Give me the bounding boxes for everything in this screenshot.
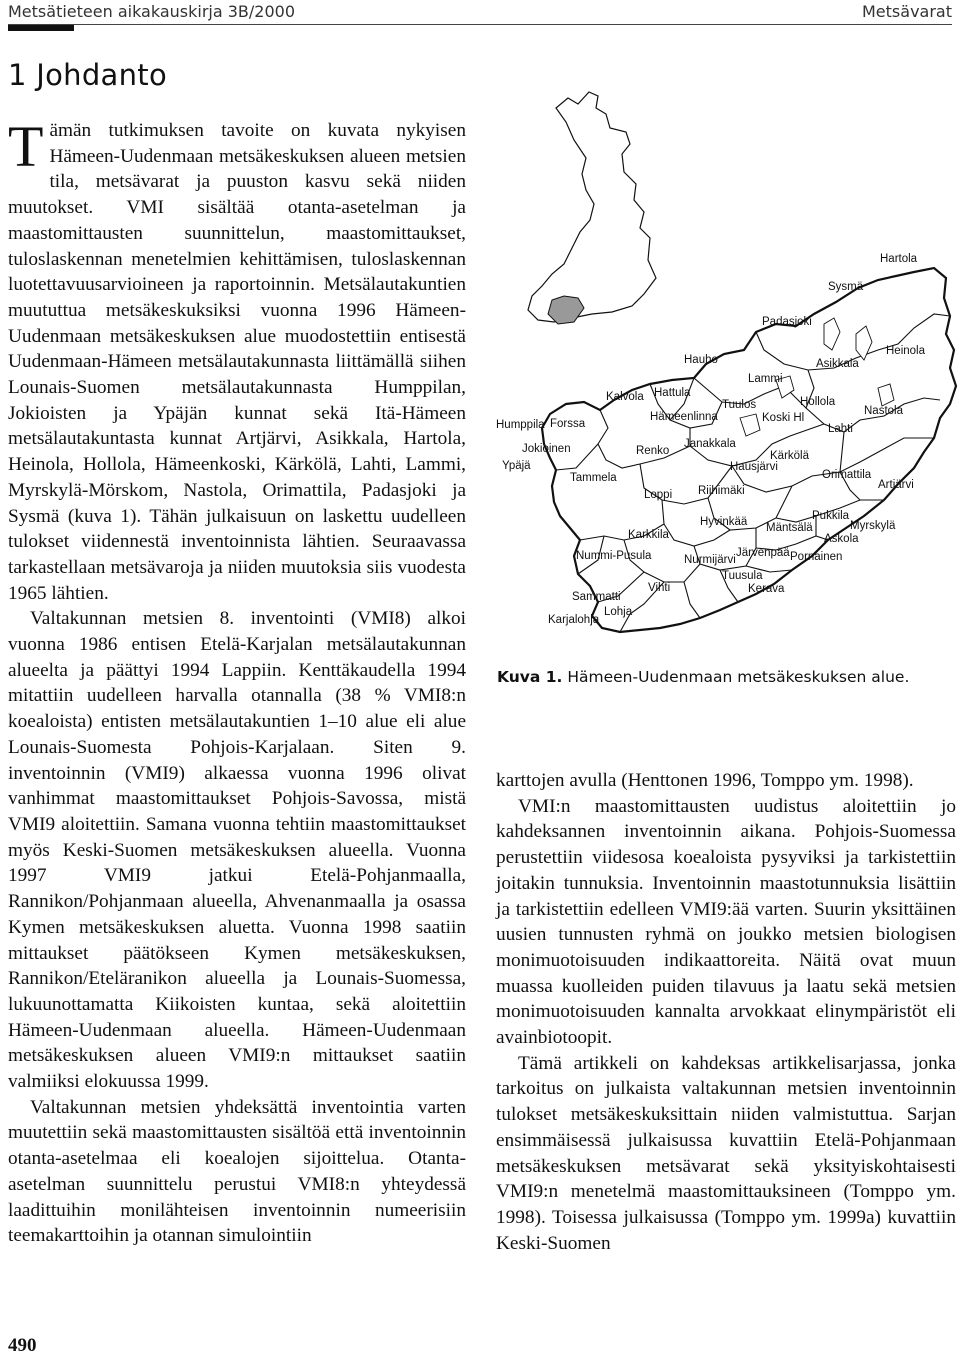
map-label: Ypäjä xyxy=(502,460,531,472)
map-label: Nummi-Pusula xyxy=(576,550,652,562)
map-label: Orimattila xyxy=(822,469,872,481)
paragraph-1 xyxy=(8,114,466,606)
map-label: Asikkala xyxy=(816,358,859,370)
map-label: Hauho xyxy=(684,354,718,366)
header-rule xyxy=(8,24,952,25)
paragraph-3: Valtakunnan metsien yhdeksättä inventointia varten muutettiin sekä maastomittausten sisältöä että inventoinnin otanta-asetelmaa eli koealojen sijoittelua. Otanta-asetelman suunnittelu perustui VMI8:n yhteydessä laadittuihin monilähteisen inventoinnin numeerisiin teemakarttoihin ja otannan simulointiin xyxy=(8,1096,466,1247)
map-label: Karjalohja xyxy=(548,614,600,626)
map-label: Hyvinkää xyxy=(700,516,748,528)
map-label: Pornainen xyxy=(790,551,843,563)
drop-cap: T xyxy=(8,114,44,179)
map-label: Humppila xyxy=(496,419,545,431)
map-label: Padasjoki xyxy=(762,316,812,328)
map-label: Kalvola xyxy=(606,391,644,403)
map-label: Koski Hl xyxy=(762,412,805,424)
right-column xyxy=(496,768,956,1256)
map-label: Janakkala xyxy=(684,438,736,450)
map-label: Askola xyxy=(824,533,859,545)
map-label: Myrskylä xyxy=(850,520,896,532)
highlighted-region xyxy=(548,296,584,324)
map-label: Nastola xyxy=(864,405,903,417)
map-label: Hollola xyxy=(800,396,836,408)
map-label: Forssa xyxy=(550,418,586,430)
map-label: Pukkila xyxy=(812,510,850,522)
map-label: Järvenpää xyxy=(736,547,790,559)
map-label: Lammi xyxy=(748,373,783,385)
caption-text: Hämeen-Uudenmaan metsäkeskuksen alue. xyxy=(567,668,910,686)
map-label: Tuusula xyxy=(722,570,763,582)
figure-map xyxy=(494,88,958,683)
map-label: Hausjärvi xyxy=(730,461,778,473)
map-label: Jokioinen xyxy=(522,443,571,455)
paragraph-1-text: ämän tutkimuksen tavoite on kuvata nykyisen Hämeen-Uudenmaan metsäkeskuksen alueen metsien tila, metsävarat ja puuston kasvu sekä niiden muutokset. VMI sisältää otanta-asetelman ja maastomittausten suunnittelun, maastomittaukset, tuloslaskennan menetelmien kehittämisen, tuloslaskennan luotettavuusarvioineen ja raportoinnin. Metsälautakuntien muututtua metsäkeskuksiksi vuonna 1996 Hämeen-Uudenmaan metsäkeskuksen alue muodostettiin entisestä Uudenmaan-Hämeen metsälautakunnasta liittämällä siihen Lounais-Suomen metsälautakunnasta Humppilan, Jokioisten ja Ypäjän kunnat sekä Itä-Hämeen metsälautakuntasta kunnat Artjärvi, Asikkala, Hartola, Heinola, Hollola, Hämeenkoski, Kärkölä, Lahti, Lammi, Myrskylä-Mörskom, Nastola, Orimattila, Padasjoki ja Sysmä (kuva 1). Tähän julkaisuun on laskettu uudelleen tulokset viidennestä inventoinnista lähtien. Seuraavassa tarkastellaan metsävaroja ja niiden muutoksia siis vuodesta 1965 lähtien. xyxy=(8,120,466,604)
map-label: Kärkölä xyxy=(770,450,809,462)
map-label: Karkkila xyxy=(628,529,669,541)
map-label: Lahti xyxy=(828,423,853,435)
map-label: Hämeenlinna xyxy=(650,411,718,423)
map-label: Riihimäki xyxy=(698,485,745,497)
map-label: Renko xyxy=(636,445,670,457)
paragraph-5: Tämä artikkeli on kahdeksas artikkelisarjassa, jonka tarkoitus on julkaista valtakunnan metsien inventoinnin tulokset metsäkeskuksittain niiden valmistuttua. Sarjan ensimmäisessä julkaisussa kuvattiin Etelä-Pohjanmaan metsäkeskuksen metsävarat sekä yksityiskohtaisesti VMI9:n menetelmä maastomittauksineen (Tomppo ym. 1998). Toisessa julkaisussa (Tomppo ym. 1999a) kuvattiin Keski-Suomen xyxy=(496,1052,956,1254)
map-label: Lohja xyxy=(604,606,633,618)
caption-label: Kuva 1. xyxy=(497,668,563,686)
map-label: Sysmä xyxy=(828,281,864,293)
section-name: Metsävarat xyxy=(862,2,952,21)
map-label: Hartola xyxy=(880,253,918,265)
header-block xyxy=(8,25,74,31)
journal-title: Metsätieteen aikakauskirja 3B/2000 xyxy=(8,2,296,21)
left-column xyxy=(8,114,466,1249)
map-label: Kerava xyxy=(748,583,785,595)
paragraph-2: Valtakunnan metsien 8. inventointi (VMI8) alkoi vuonna 1986 entisen Etelä-Karjalan metsälautakunnan alueelta ja päättyi 1994 Lappiin. Kenttäkaudella 1994 mitattiin uudelleen harvalla otannalla (38 % VMI8:n koealoista) entisten metsälautakuntien 1–10 alue eli alue Lounais-Suomesta Pohjois-Karjalaan. Siten 9. inventoinnin (VMI9) alkaessa vuonna 1996 olivat vanhimmat maastomittaukset Pohjois-Savossa, mistä VMI9 aloitettiin. Samana vuonna tehtiin maastomittaukset myös Keski-Suomen metsäkeskuksen alueella. Vuonna 1997 VMI9 jatkui Etelä-Pohjanmaalla, Rannikon/Pohjanmaan alueella, Ahvenanmaalla ja osassa Kymen metsäkeskuksen aluetta. Vuonna 1998 saatiin mittaukset päätökseen Kymen metsäkeskuksen, Rannikon/Eteläranikon alueella ja Lounais-Suomessa, lukuunottamatta Kiikoisten kuntaa, sekä aloitettiin Hämeen-Uudenmaan alueella. Hämeen-Uudenmaan metsäkeskuksen alueen VMI9:n mittaukset saatiin valmiiksi elokuussa 1999. xyxy=(8,608,466,1093)
map-label: Tammela xyxy=(570,472,617,484)
map-label: Sammatti xyxy=(572,591,621,603)
map-label: Nurmijärvi xyxy=(684,554,736,566)
paragraph-3-continued: karttojen avulla (Henttonen 1996, Tomppo ym. 1998). xyxy=(496,770,914,791)
map-label: Loppi xyxy=(644,489,673,501)
running-header xyxy=(8,0,952,24)
section-title: 1 Johdanto xyxy=(8,58,168,92)
region-map-svg xyxy=(494,88,958,683)
map-label: Tuulos xyxy=(722,399,757,411)
map-label: Mäntsälä xyxy=(766,522,813,534)
page-number: 490 xyxy=(8,1335,37,1356)
map-label: Heinola xyxy=(886,345,925,357)
map-label: Hattula xyxy=(654,387,691,399)
finland-outline xyxy=(528,92,656,322)
paragraph-4: VMI:n maastomittausten uudistus aloitettiin jo kahdeksannen inventoinnin aikana. Pohjois-Suomessa perustettiin viidesosa koealoista pysyviksi ja tarkistettiin joitakin tunnuksia. Inventoinnin maastotunnuksia lisättiin ja tarkistettiin edelleen VMI9:ää varten. Suurin yksittäinen uusien tunnusten ryhmä on joukko metsien biologisen monimuotoisuuden indikaattoreita. Näitä ovat muun muassa kuolleiden puiden tilavuus ja laatu sekä metsien monimuotoisuuden kannalta arvokkaat elinympäristöt eli avainbiotoopit. xyxy=(496,795,956,1049)
map-label: Artjärvi xyxy=(878,479,914,491)
map-label: Vihti xyxy=(648,582,671,594)
figure-caption xyxy=(497,668,909,686)
